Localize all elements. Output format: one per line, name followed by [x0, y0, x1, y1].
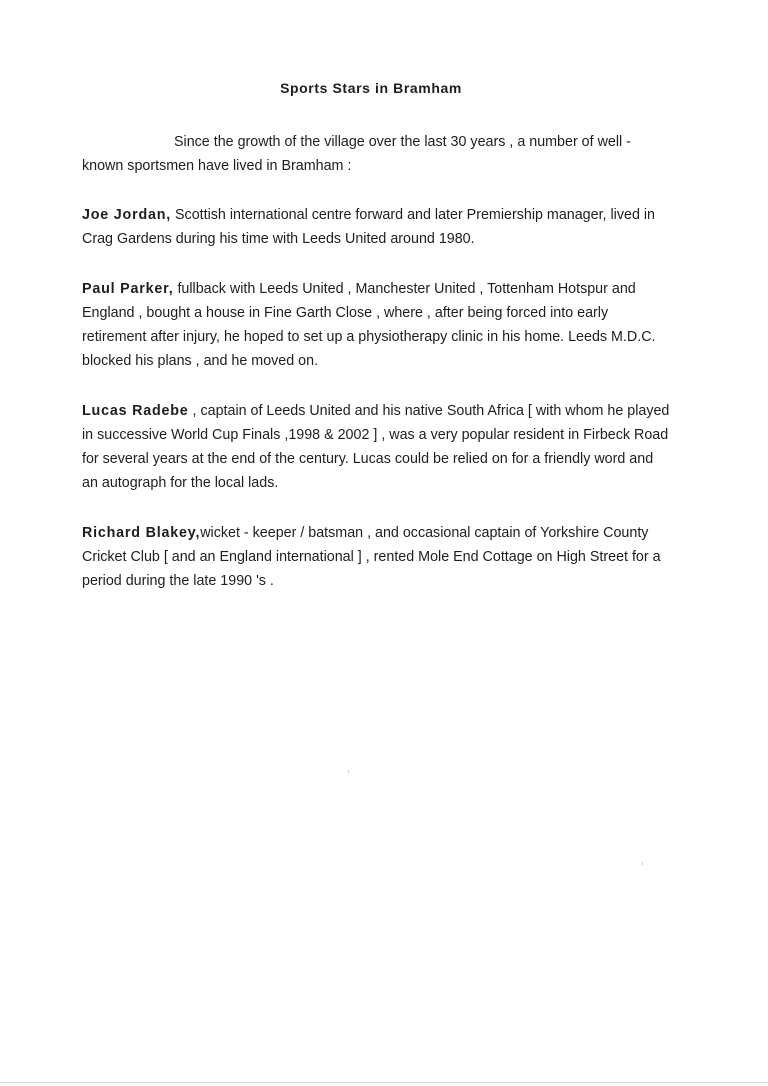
entry-name: Lucas Radebe: [82, 403, 189, 419]
entry-text: fullback with Leeds United , Manchester United , Tottenham Hotspur and England , bought a house in Fine Garth Close , where , after being forced into early retirement after injury, he hoped to set up a physiotherapy clinic in his home. Leeds M.D.C. blocked his plans , and he moved on.: [82, 281, 656, 369]
entry-text: , captain of Leeds United and his native South Africa [ with whom he played in successive World Cup Finals ,1998 & 2002 ] , was a very popular resident in Firbeck Road for several years at the end of the century. Lucas could be relied on for a friendly word and an autograph for the local lads.: [82, 403, 670, 491]
entry-paul-parker: [82, 277, 672, 373]
scan-speck: [642, 862, 643, 865]
intro-paragraph: Since the growth of the village over the last 30 years , a number of well - known sportsmen have lived in Bramham :: [82, 134, 631, 174]
entry-richard-blakey: [82, 521, 672, 593]
entry-lucas-radebe: [82, 399, 672, 495]
entry-name: Richard Blakey,: [82, 525, 201, 541]
scan-edge-line: [0, 1082, 768, 1083]
entry-text: wicket - keeper / batsman , and occasional captain of Yorkshire County Cricket Club [ and an England international ] , rented Mole End Cottage on High Street for a period during the late 1990 's .: [82, 525, 661, 589]
entry-name: Paul Parker,: [82, 281, 174, 297]
entry-name: Joe Jordan,: [82, 207, 172, 223]
page-title: Sports Stars in Bramham: [280, 80, 462, 96]
entry-joe-jordan: [82, 203, 672, 251]
entry-text: Scottish international centre forward and later Premiership manager, lived in Crag Gardens during his time with Leeds United around 1980.: [82, 207, 656, 247]
scan-speck: [348, 770, 349, 773]
